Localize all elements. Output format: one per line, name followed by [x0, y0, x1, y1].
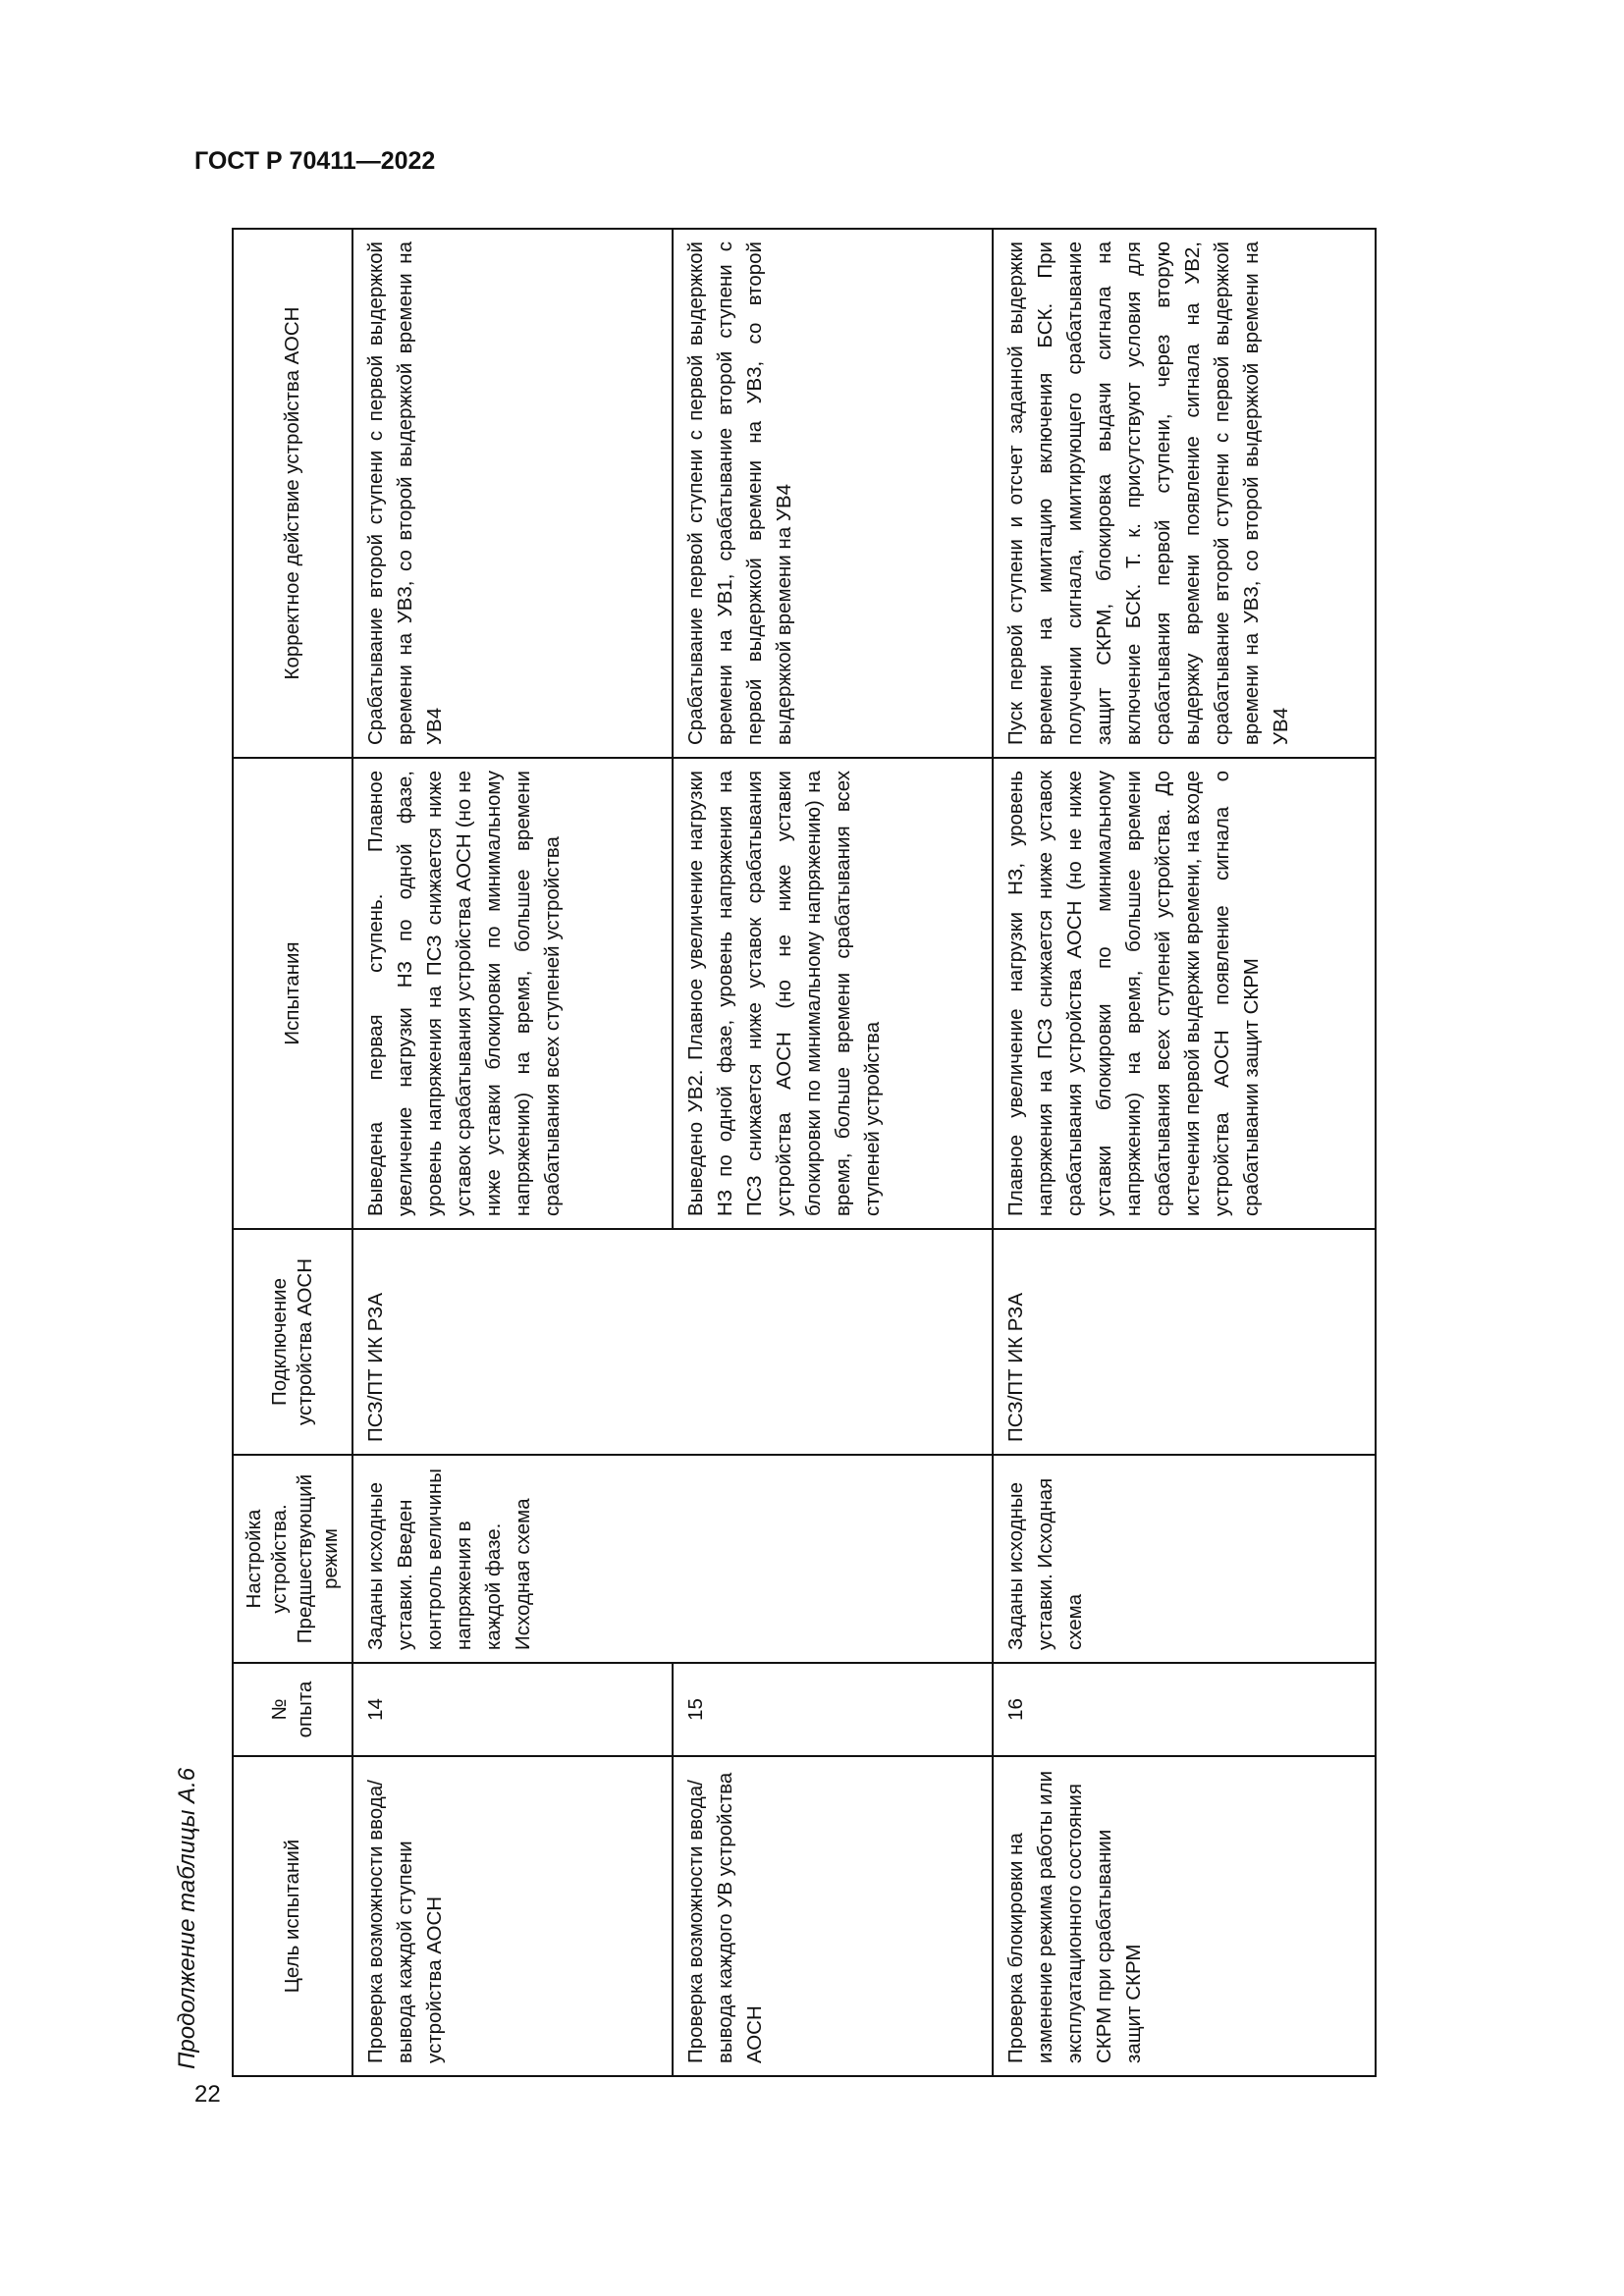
cell-setup: [673, 1455, 993, 1663]
cell-num: 14: [352, 1663, 673, 1756]
header-goal: Цель испытаний: [233, 1756, 352, 2076]
header-test: Испытания: [233, 758, 352, 1229]
cell-action: Срабатывание второй ступени с первой выдержкой времени на УВ3, со второй выдержкой времени на УВ4: [352, 229, 673, 758]
table-row: [673, 229, 993, 2076]
cell-test: Выведено УВ2. Плавное увеличение нагрузки НЗ по одной фазе, уровень напряжения на ПСЗ снижается ниже уставок срабатывания устройства АОСН (но не ниже уставки блокировки по минимальному напряжению) на время, больше времени срабатывания всех ступеней устройства: [673, 758, 993, 1229]
cell-action: Срабатывание первой ступени с первой выдержкой времени на УВ1, срабатывание второй ступени с первой выдержкой времени на УВ3, со второй выдержкой времени на УВ4: [673, 229, 993, 758]
table-caption: Продолжение таблицы А.6: [174, 1767, 200, 2069]
cell-num: 15: [673, 1663, 993, 1756]
cell-goal: Проверка возможности ввода/вывода каждого УВ устройства АОСН: [673, 1756, 993, 2076]
rotated-table-wrapper: [232, 230, 1345, 2077]
cell-num: 16: [993, 1663, 1376, 1756]
cell-goal: Проверка возможности ввода/вывода каждой ступени устройства АОСН: [352, 1756, 673, 2076]
cell-goal: Проверка блокировки на изменение режима работы или эксплуатационного состояния СКРМ при срабатывании защит СКРМ: [993, 1756, 1376, 2076]
header-connection: Подключение устройства АОСН: [233, 1229, 352, 1455]
cell-action: Пуск первой ступени и отсчет заданной выдержки времени на имитацию включения БСК. При получении сигнала, имитирующего срабатывание защит СКРМ, блокировка выдачи сигнала на включение БСК. Т. к. присутствуют условия для срабатывания первой ступени, через вторую выдержку времени появление сигнала на УВ2, срабатывание второй ступени с первой выдержкой времени на УВ3, со второй выдержкой времени на УВ4: [993, 229, 1376, 758]
cell-test: Выведена первая ступень. Плавное увеличение нагрузки НЗ по одной фазе, уровень напряжения на ПСЗ снижается ниже уставок срабатывания устройства АОСН (но не ниже уставки блокировки по минимальному напряжению) на время, большее времени срабатывания всех ступеней устройства: [352, 758, 673, 1229]
header-setup: Настройка устройства. Предшествующий режим: [233, 1455, 352, 1663]
cell-test: Плавное увеличение нагрузки НЗ, уровень напряжения на ПСЗ снижается ниже уставок срабатывания устройства АОСН (но не ниже уставки блокировки по минимальному напряжению) на время, большее времени срабатывания всех ступеней устройства. До истечения первой выдержки времени, на входе устройства АОСН появление сигнала о срабатывании защит СКРМ: [993, 758, 1376, 1229]
cell-connection: ПСЗ/ПТ ИК РЗА: [993, 1229, 1376, 1455]
table-header-row: [233, 229, 352, 2076]
test-table: [232, 228, 1377, 2077]
table-row: [352, 229, 673, 2076]
standard-title: ГОСТ Р 70411—2022: [194, 147, 436, 175]
header-action: Корректное действие устройства АОСН: [233, 229, 352, 758]
cell-connection: [673, 1229, 993, 1455]
table-row: [993, 229, 1376, 2076]
page-number: 22: [194, 2081, 221, 2108]
header-num: № опыта: [233, 1663, 352, 1756]
cell-setup: Заданы исходные уставки. Введен контроль величины напряжения в каждой фазе. Исходная схема: [352, 1455, 673, 1663]
cell-connection: ПСЗ/ПТ ИК РЗА: [352, 1229, 673, 1455]
cell-setup: Заданы исходные уставки. Исходная схема: [993, 1455, 1376, 1663]
